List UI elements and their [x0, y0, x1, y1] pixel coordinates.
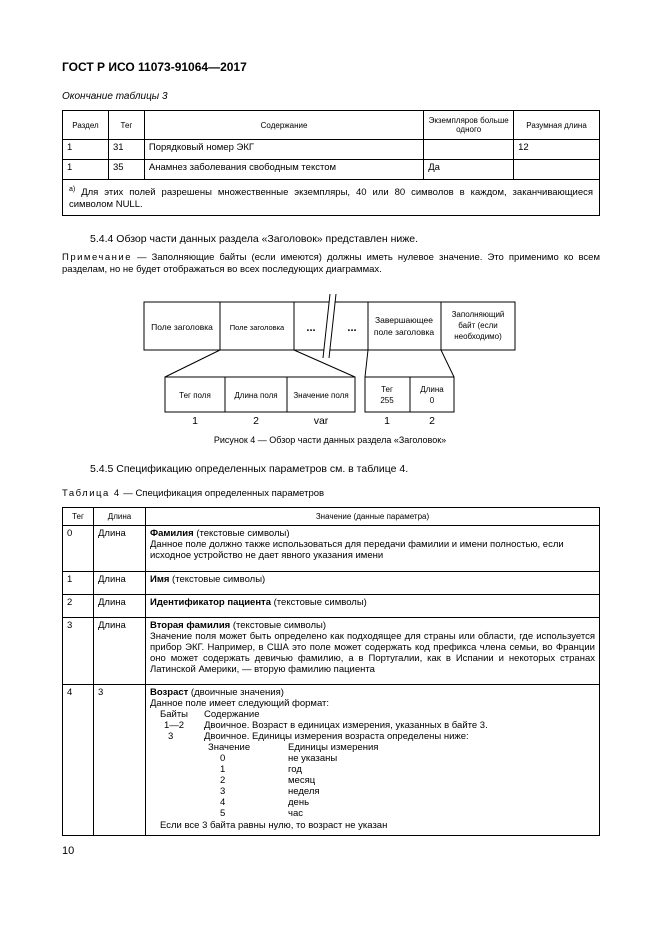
note	[62, 252, 600, 276]
end-length-label: Длина	[420, 385, 444, 394]
t3-cell: 1	[63, 160, 109, 180]
end-tag-label: Тег	[381, 385, 393, 394]
table4-title: — Спецификация определенных параметров	[120, 488, 325, 499]
t3-cell	[424, 140, 514, 160]
footnote-text: Для этих полей разрешены множественные экземпляры, 40 или 80 символов в каждом, заканчивающиеся символом NULL.	[69, 187, 594, 211]
note-text: — Заполняющие байты (если имеются) должны иметь нулевое значение. Это применимо ко всем разделам, но не будет отображаться во всех последующих диаграммах.	[62, 252, 600, 275]
t3-footnote	[63, 180, 600, 216]
param-name: Вторая фамилия	[150, 620, 231, 631]
param-name: Имя	[150, 574, 170, 585]
t3-cell	[514, 160, 600, 180]
param-desc: Значение поля может быть определено как подходящее для страны или области, где используется прибор ЭКГ. Например, в США это поле может содержать код префикса члена семьи, во Франции оно может содержать девичью фамилию, а в Португалии, как в Испании и некоторых странах Латинской Америки, — вторую фамилию пациента	[150, 631, 595, 675]
footnote-mark: а)	[69, 186, 76, 193]
t4-value	[146, 526, 600, 572]
byte-1-2-desc: Двоичное. Возраст в единицах измерения, указанных в байте 3.	[204, 720, 488, 731]
t4-value	[146, 685, 600, 836]
page-number: 10	[62, 845, 75, 857]
unit-code: 2	[220, 775, 226, 786]
t3-cell: Да	[424, 160, 514, 180]
note-label: Примечание	[62, 252, 132, 263]
t4-len: Длина	[94, 572, 146, 595]
t3-cell: 35	[108, 160, 144, 180]
unit-code: 4	[220, 797, 226, 808]
unit-header: Единицы измерения	[288, 742, 379, 753]
num-end-2: 2	[429, 415, 435, 427]
table-row	[63, 595, 600, 618]
table-row	[63, 160, 600, 180]
unit-name: день	[288, 797, 310, 808]
top-pad-3: необходимо)	[454, 332, 502, 341]
num-end-1: 1	[384, 415, 390, 427]
table-row	[63, 526, 600, 572]
t3-cell: Порядковый номер ЭКГ	[144, 140, 423, 160]
table-row	[63, 572, 600, 595]
t3-cell: Анамнез заболевания свободным текстом	[144, 160, 423, 180]
top-pad-2: байт (если	[458, 321, 498, 330]
byte-3-desc: Двоичное. Единицы измерения возраста определены ниже:	[204, 731, 469, 742]
table-row	[63, 618, 600, 685]
ellipsis-2: ...	[347, 322, 357, 334]
bytes-header: Байты	[160, 709, 189, 720]
end-length-value: 0	[429, 396, 435, 405]
t4-tag: 3	[63, 618, 94, 685]
header-overview-diagram	[0, 290, 661, 450]
top-field-1: Поле заголовка	[151, 322, 213, 332]
t3-col-multi: Экземпляров больше одного	[424, 111, 514, 140]
content-header: Содержание	[204, 709, 260, 720]
table-row	[63, 685, 600, 836]
t4-value	[146, 595, 600, 618]
unit-name: месяц	[288, 775, 316, 786]
value-header: Значение	[208, 742, 251, 753]
table3	[62, 110, 600, 216]
num-2: 2	[253, 415, 259, 427]
t4-len: 3	[94, 685, 146, 836]
top-pad-1: Заполняющий	[451, 310, 505, 319]
param-name: Фамилия	[150, 528, 194, 539]
t4-value	[146, 572, 600, 595]
field-tag: Тег поля	[179, 391, 211, 400]
t3-col-length: Разумная длина	[514, 111, 600, 140]
figure-caption: Рисунок 4 — Обзор части данных раздела «Заголовок»	[213, 435, 447, 445]
param-type: (текстовые символы)	[271, 597, 367, 608]
t4-tag: 0	[63, 526, 94, 572]
top-field-end-1: Завершающее	[374, 315, 434, 325]
param-name: Идентификатор пациента	[150, 597, 271, 608]
table3-caption: Окончание таблицы 3	[62, 91, 168, 102]
t4-len: Длина	[94, 618, 146, 685]
param-desc: Данное поле должно также использоваться для передачи фамилии и имени полностью, если исходное устройство не дает явного указания имени	[150, 539, 564, 561]
end-tag-value: 255	[380, 396, 394, 405]
field-value: Значение поля	[293, 391, 349, 400]
age-format	[150, 709, 595, 820]
byte-1-2: 1—2	[164, 720, 185, 731]
table4-label: Таблица 4	[62, 488, 121, 499]
format-intro: Данное поле имеет следующий формат:	[150, 698, 330, 709]
unit-name: неделя	[288, 786, 320, 797]
param-type: (текстовые символы)	[193, 528, 290, 539]
t4-col-value: Значение (данные параметра)	[146, 508, 600, 526]
param-type: (текстовые символы)	[169, 574, 266, 585]
t4-len: Длина	[94, 526, 146, 572]
t3-col-section: Раздел	[63, 111, 109, 140]
unit-code: 0	[220, 753, 226, 764]
para-5-4-5: 5.4.5 Спецификацию определенных параметров см. в таблице 4.	[90, 463, 409, 475]
unit-code: 3	[220, 786, 226, 797]
table4-caption	[62, 488, 324, 499]
unit-code: 5	[220, 808, 226, 819]
unit-name: не указаны	[288, 753, 338, 764]
t3-col-tag: Тег	[108, 111, 144, 140]
t4-tag: 2	[63, 595, 94, 618]
field-length: Длина поля	[234, 391, 278, 400]
top-field-2: Поле заголовка	[229, 323, 285, 332]
t3-cell: 12	[514, 140, 600, 160]
t4-col-tag: Тег	[63, 508, 94, 526]
t4-value	[146, 618, 600, 685]
age-zero-note: Если все 3 байта равны нулю, то возраст не указан	[160, 820, 388, 831]
unit-code: 1	[220, 764, 226, 775]
num-1: 1	[192, 415, 198, 427]
unit-name: час	[288, 808, 303, 819]
t4-tag: 1	[63, 572, 94, 595]
t4-col-length: Длина	[94, 508, 146, 526]
table4	[62, 507, 600, 836]
t3-cell: 31	[108, 140, 144, 160]
num-var: var	[313, 415, 329, 427]
document-header: ГОСТ Р ИСО 11073-91064—2017	[62, 60, 247, 74]
ellipsis-1: ...	[306, 322, 316, 334]
t3-col-content: Содержание	[144, 111, 423, 140]
top-field-end-2: поле заголовка	[373, 327, 435, 337]
unit-name: год	[288, 764, 302, 775]
param-type: (двоичные значения)	[188, 687, 284, 698]
t4-tag: 4	[63, 685, 94, 836]
param-name: Возраст	[150, 687, 189, 698]
t4-len: Длина	[94, 595, 146, 618]
table-row	[63, 140, 600, 160]
param-type: (текстовые символы)	[230, 620, 327, 631]
t3-cell: 1	[63, 140, 109, 160]
byte-3: 3	[168, 731, 174, 742]
para-5-4-4: 5.4.4 Обзор части данных раздела «Заголовок» представлен ниже.	[90, 233, 419, 245]
